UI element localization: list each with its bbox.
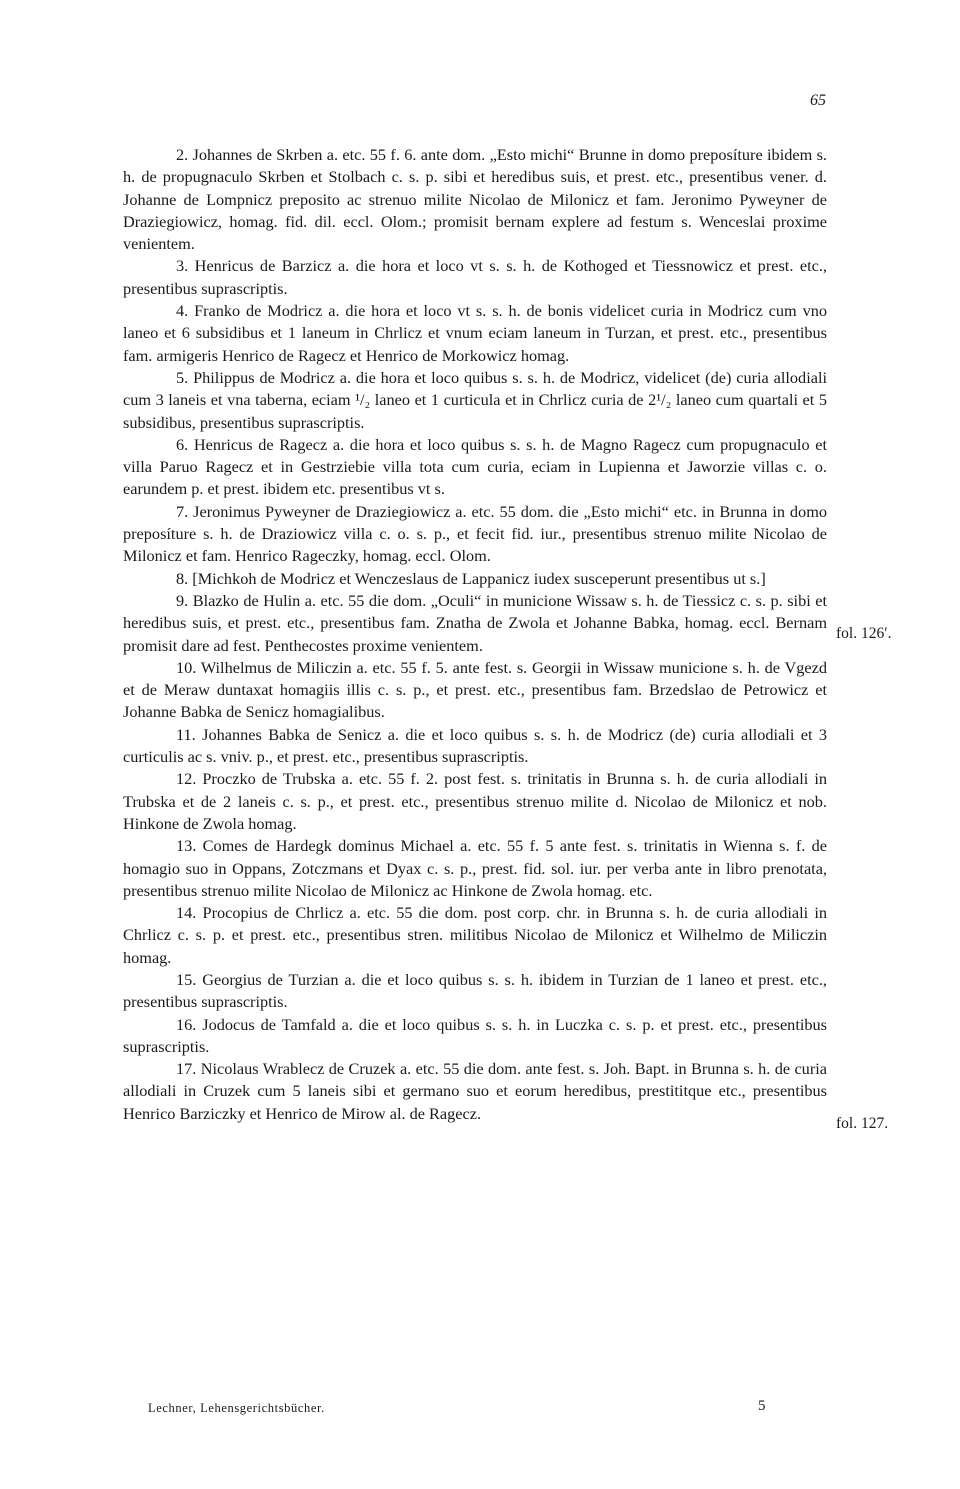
entry-3: 3. Henricus de Barzicz a. die hora et loco vt s. s. h. de Kothoged et Tiessnowicz et prest. etc., presentibus suprascriptis. xyxy=(123,256,827,298)
margin-note-folio-127: fol. 127. xyxy=(836,1115,889,1132)
footer-signature-mark: 5 xyxy=(758,1398,766,1414)
page-number: 65 xyxy=(810,92,826,109)
entry-4: 4. Franko de Modricz a. die hora et loco vt s. s. h. de bonis videlicet curia in Modricz cum vno laneo et 6 subsidibus et 1 laneum in Chrlicz et vnum eciam laneum in Turzan, et prest. etc., presentibus fam. armigeris Henrico de Ragecz et Henrico de Morkowicz homag. xyxy=(123,301,827,365)
footer-source-title: Lechner, Lehensgerichtsbücher. xyxy=(148,1401,325,1415)
entry-13: 13. Comes de Hardegk dominus Michael a. etc. 55 f. 5 ante fest. s. trinitatis in Wienna s. f. de homagio suo in Oppans, Zotczmans et Dyax c. s. p., prest. fid. sol. iur. per verba ante in libro prenotata, presentibus strenuo milite Nicolao de Milonicz ac Hinkone de Zwola homag. etc. xyxy=(123,836,827,900)
entry-11: 11. Johannes Babka de Senicz a. die et loco quibus s. s. h. de Modricz (de) curia allodiali et 3 curticulis ac s. vniv. p., et prest. etc., presentibus suprascriptis. xyxy=(123,724,827,767)
entry-8: 8. [Michkoh de Modricz et Wenczeslaus de Lappanicz iudex susceperunt presentibus ut s.] xyxy=(176,568,766,588)
entry-17: 17. Nicolaus Wrablecz de Cruzek a. etc. 55 die dom. ante fest. s. Joh. Bapt. in Brunna s. h. de curia allodiali in Cruzek cum 5 laneis sibi et germano suo et eorum heredibus, prestititque etc., presentibus Henrico Barziczky et Henrico de Mirow al. de Ragecz. xyxy=(123,1059,827,1123)
entry-5: 5. Philippus de Modricz a. die hora et loco quibus s. s. h. de Modricz, videlicet (de) curia allodiali cum 3 laneis et vna taberna, eciam ¹/₂ laneo et 1 curticula et in Chrlicz curia de 2¹/₂ laneo cum quartali et 5 subsidibus, presentibus suprascriptis. xyxy=(123,367,827,432)
entry-16: 16. Jodocus de Tamfald a. die et loco quibus s. s. h. in Luczka c. s. p. et prest. etc., presentibus suprascriptis. xyxy=(123,1014,827,1056)
entry-2: 2. Johannes de Skrben a. etc. 55 f. 6. ante dom. „Esto michi“ Brunne in domo preposíture ibidem s. h. de propugnaculo Skrben et Stolbach c. s. p. sibi et heredibus suis, et prest. etc., presentibus vener. d. Johanne de Lompnicz preposito ac strenuo milite Nicolao de Milonicz et fam. Jeronimo Pyweyner de Draziegiowicz, homag. fid. dil. eccl. Olom.; promisit bernam explere ad festum s. Wenceslai proxime venientem. xyxy=(123,145,827,254)
page-body xyxy=(123,144,827,1125)
entry-12: 12. Proczko de Trubska a. etc. 55 f. 2. post fest. s. trinitatis in Brunna s. h. de curia allodiali in Trubska et de 2 laneis c. s. p., et prest. etc., presentibus strenuo milite d. Nicolao de Milonicz et nob. Hinkone de Zwola homag. xyxy=(123,769,827,833)
entry-7: 7. Jeronimus Pyweyner de Draziegiowicz a. etc. 55 dom. die „Esto michi“ etc. in Brunna in domo preposíture s. h. de Draziowicz villa c. o. s. p., et fecit fid. iur., presentibus strenuo milite Nicolao de Milonicz et fam. Henrico Rageczky, homag. eccl. Olom. xyxy=(123,501,827,566)
entry-6: 6. Henricus de Ragecz a. die hora et loco quibus s. s. h. de Magno Ragecz cum propugnaculo et villa Paruo Ragecz et in Gestrziebie villa tota cum curia, eciam in Lupienna et Jaworzie villas c. o. earundem p. et prest. ibidem etc. presentibus vt s. xyxy=(123,434,827,499)
entry-10: 10. Wilhelmus de Miliczin a. etc. 55 f. 5. ante fest. s. Georgii in Wissaw municione s. h. de Vgezd et de Meraw duntaxat homagiis illis c. s. p., et prest. etc., presentibus fam. Brzedslao de Petrowicz et Johanne Babka de Senicz homagialibus. xyxy=(123,657,827,722)
entry-15: 15. Georgius de Turzian a. die et loco quibus s. s. h. ibidem in Turzian de 1 laneo et prest. etc., presentibus suprascriptis. xyxy=(123,969,827,1012)
margin-note-folio-126v: fol. 126′. xyxy=(836,625,892,642)
entry-9: 9. Blazko de Hulin a. etc. 55 die dom. „Oculi“ in municione Wissaw s. h. de Tiessicz c. s. p. sibi et heredibus suis, et prest. etc., presentibus fam. Znatha de Zwola et Johanne Babka, homag. eccl. Bernam promisit dare ad fest. Penthecostes proxime venientem. xyxy=(123,590,827,655)
entry-14: 14. Procopius de Chrlicz a. etc. 55 die dom. post corp. chr. in Brunna s. h. de curia allodiali in Chrlicz c. s. p. et prest. etc., presentibus stren. militibus Nicolao de Milonicz et Wilhelmo de Miliczin homag. xyxy=(123,903,827,967)
